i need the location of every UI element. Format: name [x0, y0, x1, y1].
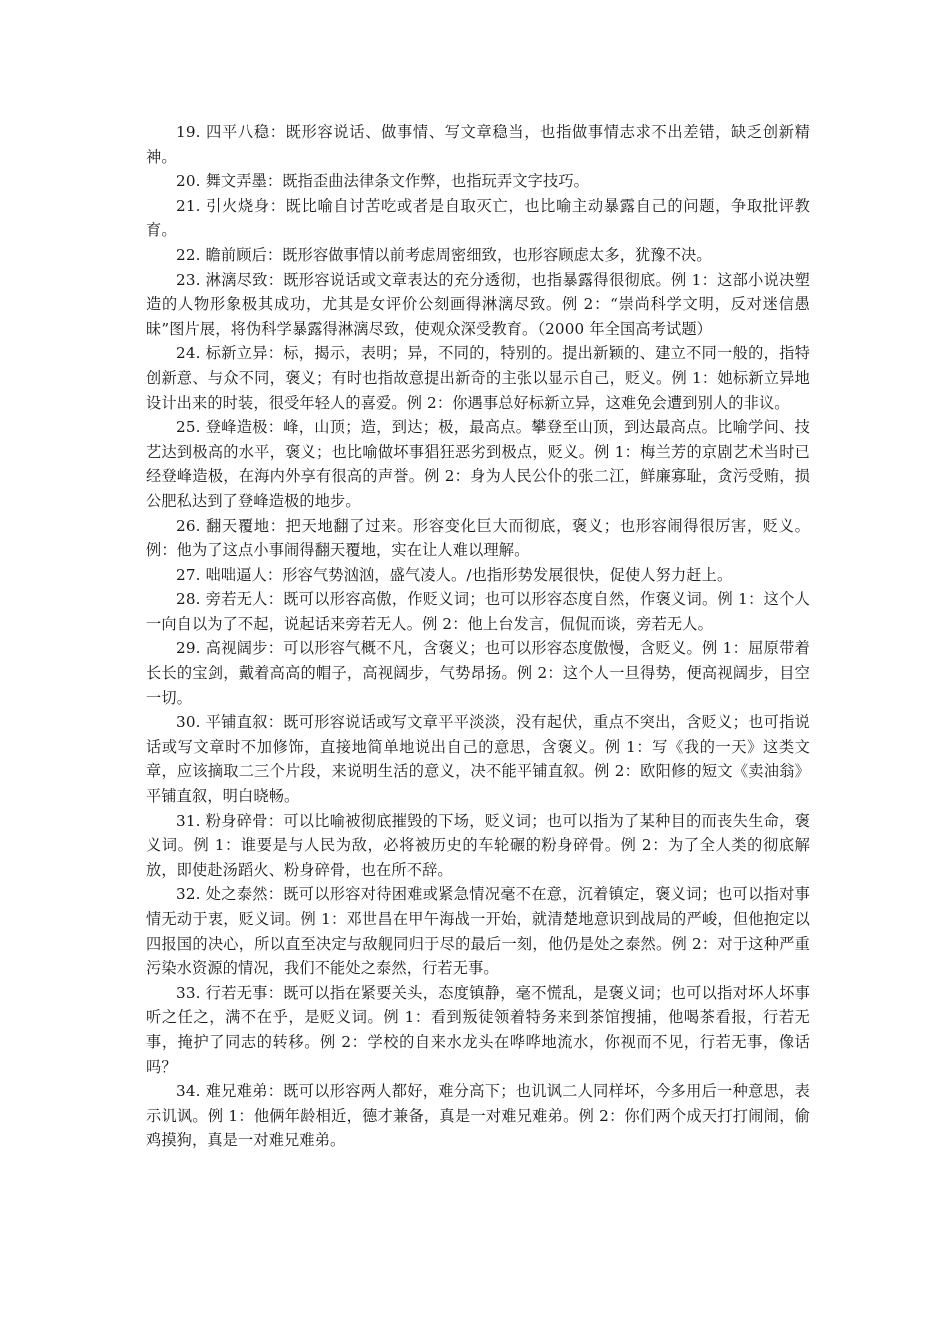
paragraph-33-xingruowushi: 33. 行若无事：既可以指在紧要关头，态度镇静，毫不慌乱，是褒义词；也可以指对坏人坏事听之任之，满不在乎，是贬义词。例 1：看到叛徒领着特务来到茶馆搜捕，他喝茶看报，行若无事，掩护了同志的转移。例 2：学校的自来水龙头在哗哗地流水，你视而不见，行若无事，像话吗？	[146, 983, 810, 1076]
paragraph-20-wuwennongmo: 20. 舞文弄墨：既指歪曲法律条文作弊，也指玩弄文字技巧。	[176, 172, 590, 191]
paragraph-29-gaoshikuobu: 29. 高视阔步：可以形容气概不凡，含褒义；也可以形容态度傲慢，含贬义。例 1：屈原带着长长的宝剑，戴着高高的帽子，高视阔步，气势昂扬。例 2：这个人一旦得势，便高视阔步，目空一切。	[146, 639, 810, 707]
paragraph-25-dengfengzaoji: 25. 登峰造极：峰，山顶；造，到达；极，最高点。攀登至山顶，到达最高点。比喻学问、技艺达到极高的水平，褒义；也比喻做坏事猖狂恶劣到极点，贬义。例 1：梅兰芳的京剧艺术当时已经登峰造极，在海内外享有很高的声誉。例 2：身为人民公仆的张二江，鲜廉寡耻，贪污受贿，损公肥私达到了登峰造极的地步。	[146, 418, 810, 510]
paragraph-22-zhanqiangouhou: 22. 瞻前顾后：既形容做事情以前考虑周密细致，也形容顾虑太多，犹豫不决。	[176, 245, 712, 264]
paragraph-27-duoduobiren: 27. 咄咄逼人：形容气势汹汹，盛气凌人。/也指形势发展很快，促使人努力赶上。	[176, 565, 733, 584]
paragraph-23-linlijinzhi: 23. 淋漓尽致：既形容说话或文章表达的充分透彻，也指暴露得很彻底。例 1：这部小说决塑造的人物形象极其成功，尤其是女评价公刻画得淋漓尽致。例 2：“崇尚科学文明，反对迷信愚昧”图片展，将伪科学暴露得淋漓尽致，使观众深受教育。（2000 年全国高考试题）	[146, 270, 810, 338]
paragraph-34-nanxiongnandi: 34. 难兄难弟：既可以形容两人都好，难分高下；也讥讽二人同样坏，今多用后一种意思，表示讥讽。例 1：他俩年龄相近，德才兼备，真是一对难兄难弟。例 2：你们两个成天打打闹闹，偷鸡摸狗，真是一对难兄难弟。	[146, 1082, 810, 1150]
paragraph-31-fenshensuigu: 31. 粉身碎骨：可以比喻被彻底摧毁的下场，贬义词；也可以指为了某种目的而丧失生命，褒义词。例 1：谁要是与人民为敌，必将被历史的车轮碾的粉身碎骨。例 2：为了全人类的彻底解放，即使赴汤蹈火、粉身碎骨，也在所不辞。	[146, 811, 810, 879]
paragraph-32-chuzhitairan: 32. 处之泰然：既可以形容对待困难或紧急情况毫不在意，沉着镇定，褒义词；也可以指对事情无动于衷，贬义词。例 1：邓世昌在甲午海战一开始，就清楚地意识到战局的严峻，但他抱定以四报国的决心，所以直至决定与敌舰同归于尽的最后一刻，他仍是处之泰然。例 2：对于这种严重污染水资源的情况，我们不能处之泰然，行若无事。	[146, 885, 810, 978]
paragraph-26-fantianfudi: 26. 翻天覆地：把天地翻了过来。形容变化巨大而彻底，褒义；也形容闹得很厉害，贬义。例：他为了这点小事闹得翻天覆地，实在让人难以理解。	[146, 516, 810, 560]
paragraph-24-biaoxinliyi: 24. 标新立异：标，揭示，表明；异，不同的，特别的。提出新颖的、建立不同一般的，指特创新意、与众不同，褒义；有时也指故意提出新奇的主张以显示自己，贬义。例 1：她标新立异地设计出来的时装，很受年轻人的喜爱。例 2：你遇事总好标新立异，这难免会遭到别人的非议。	[146, 344, 810, 412]
document-body	[146, 120, 810, 1153]
paragraph-30-pingpuzhixu: 30. 平铺直叙：既可形容说话或写文章平平淡淡，没有起伏，重点不突出，含贬义；也可指说话或写文章时不加修饰，直接地简单地说出自己的意思，含褒义。例 1：写《我的一天》这类文章，应该摘取二三个片段，来说明生活的意义，决不能平铺直叙。例 2：欧阳修的短文《卖油翁》平铺直叙，明白晓畅。	[146, 713, 810, 806]
paragraph-19-sipingbawen: 19. 四平八稳：既形容说话、做事情、写文章稳当，也指做事情志求不出差错，缺乏创新精神。	[146, 123, 810, 166]
paragraph-21-yinhuoshaoshen: 21. 引火烧身：既比喻自讨苦吃或者是自取灭亡，也比喻主动暴露自己的问题，争取批评教育。	[146, 196, 810, 240]
paragraph-28-pangruowuren: 28. 旁若无人：既可以形容高傲，作贬义词；也可以形容态度自然，作褒义词。例 1：这个人一向自以为了不起，说起话来旁若无人。例 2：他上台发言，侃侃而谈，旁若无人。	[146, 590, 810, 633]
